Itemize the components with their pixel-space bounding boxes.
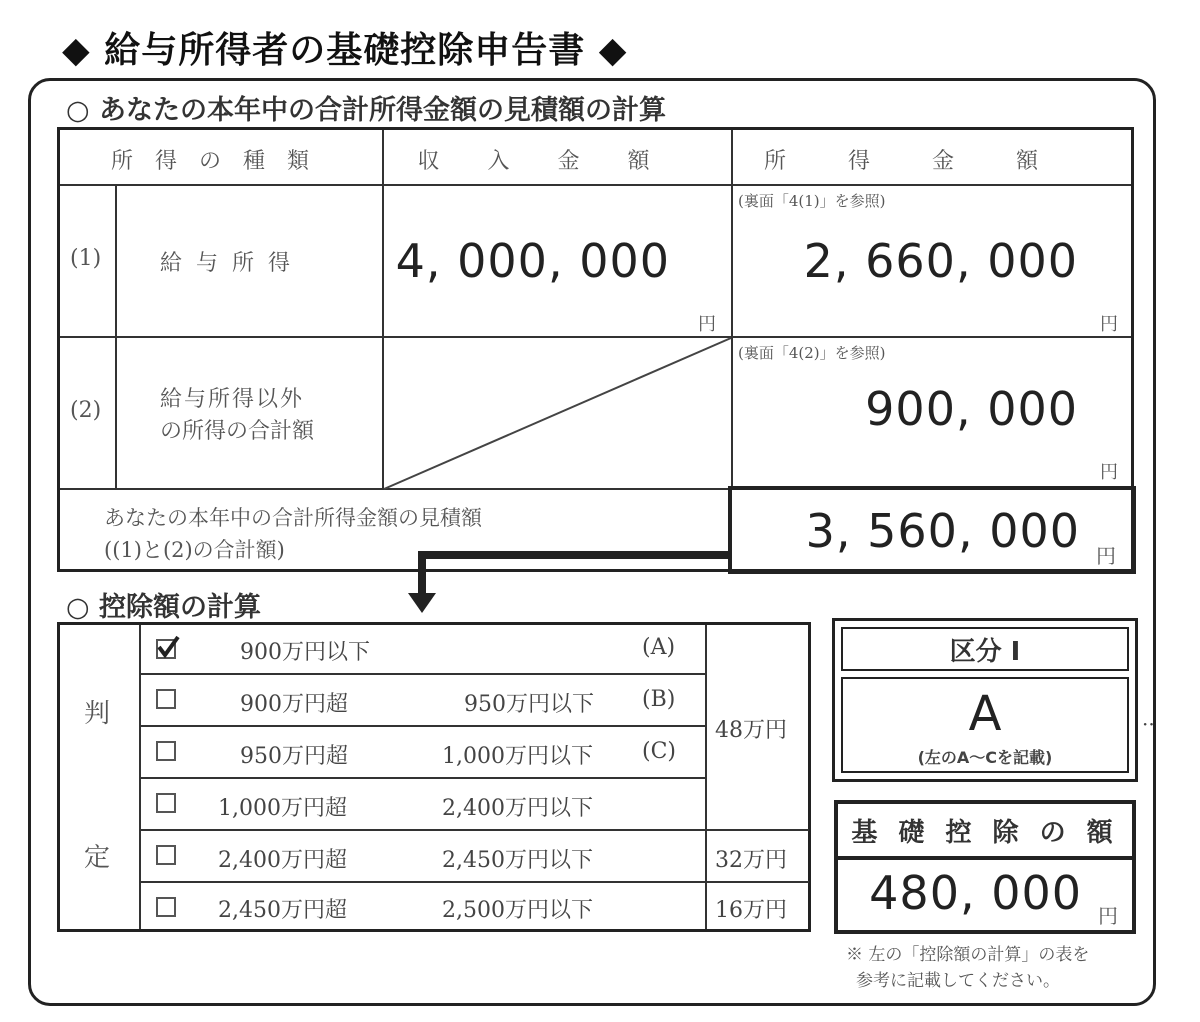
row1-amount-value: 2, 660, 000: [803, 234, 1078, 288]
row6-to: 2,500万円以下: [442, 898, 593, 923]
row2-from: 900万円超: [240, 692, 348, 717]
total-amount-yen: 円: [1096, 544, 1116, 568]
checkbox-row-5[interactable]: [156, 845, 176, 865]
total-amount-box: [728, 486, 1136, 574]
checkbox-row-4[interactable]: [156, 793, 176, 813]
row4-from: 1,000万円超: [218, 796, 347, 821]
section-income-heading: ○ あなたの本年中の合計所得金額の見積額の計算: [66, 95, 666, 126]
judge-label-bottom: 定: [84, 843, 111, 873]
total-label-line1: あなたの本年中の合計所得金額の見積額: [104, 506, 482, 530]
row3-from: 950万円超: [240, 744, 348, 769]
diagonal-line: [382, 336, 732, 490]
row5-from: 2,400万円超: [218, 848, 347, 873]
row2-number: (2): [70, 398, 102, 423]
checkbox-row-6[interactable]: [156, 897, 176, 917]
row1-income-value: 4, 000, 000: [395, 234, 670, 288]
header-amount: 所得金額: [763, 149, 1100, 174]
kubun-box: [832, 618, 1138, 782]
total-label-line2: ((1)と(2)の合計額): [104, 538, 285, 562]
row1-number: (1): [70, 246, 102, 271]
row1-from: 900万円以下: [240, 640, 370, 665]
row2-label-line2: の所得の合計額: [160, 419, 315, 444]
header-income: 収入金額: [417, 149, 698, 174]
checkbox-row-3[interactable]: [156, 741, 176, 761]
arrow-down-icon: [400, 545, 732, 617]
row6-from: 2,450万円超: [218, 898, 347, 923]
basic-deduction-value: 480, 000: [869, 866, 1082, 920]
basic-deduction-box: [834, 800, 1136, 934]
row2-note: (裏面「4(2)」を参照): [738, 344, 886, 362]
row1-note: (裏面「4(1)」を参照): [738, 192, 886, 210]
deduction-32: 32万円: [715, 848, 787, 873]
total-amount-value: 3, 560, 000: [805, 504, 1080, 558]
row1-label: 給与所得: [160, 251, 305, 276]
kubun-value-box[interactable]: [841, 677, 1129, 773]
header-kind: 所得の種類: [110, 149, 331, 174]
deduction-16: 16万円: [715, 898, 787, 923]
row3-code: (C): [642, 739, 676, 764]
row3-to: 1,000万円以下: [442, 744, 593, 769]
footnote-line1: ※ 左の「控除額の計算」の表を: [846, 945, 1090, 965]
row2-label-line1: 給与所得以外: [160, 387, 305, 412]
row1-code: (A): [642, 635, 676, 660]
kubun-value: A: [968, 686, 1002, 742]
row1-income-yen: 円: [698, 314, 716, 335]
checkbox-row-1[interactable]: [156, 639, 176, 659]
form-title: ◆ 給与所得者の基礎控除申告書 ◆: [62, 30, 628, 71]
row5-to: 2,450万円以下: [442, 848, 593, 873]
row2-code: (B): [642, 687, 676, 712]
checkbox-row-2[interactable]: [156, 689, 176, 709]
kubun-note: (左のA～Cを記載): [917, 747, 1053, 767]
judge-label-top: 判: [84, 699, 111, 729]
deduction-48: 48万円: [715, 718, 787, 743]
basic-deduction-label: 基 礎 控 除 の 額: [851, 817, 1119, 848]
deduction-table: [57, 622, 811, 932]
row1-amount-yen: 円: [1100, 314, 1118, 335]
checkmark-icon: [156, 635, 182, 659]
row2-amount-yen: 円: [1100, 462, 1118, 483]
footnote-line2: 参考に記載してください。: [856, 971, 1060, 991]
section-deduction-heading: ○ 控除額の計算: [66, 592, 261, 623]
basic-deduction-yen: 円: [1098, 904, 1118, 928]
row4-to: 2,400万円以下: [442, 796, 593, 821]
row2-to: 950万円以下: [464, 692, 594, 717]
row2-amount-value: 900, 000: [865, 382, 1078, 436]
kubun-label: 区分 I: [841, 627, 1129, 671]
kubun-dots: ··: [1142, 712, 1155, 736]
